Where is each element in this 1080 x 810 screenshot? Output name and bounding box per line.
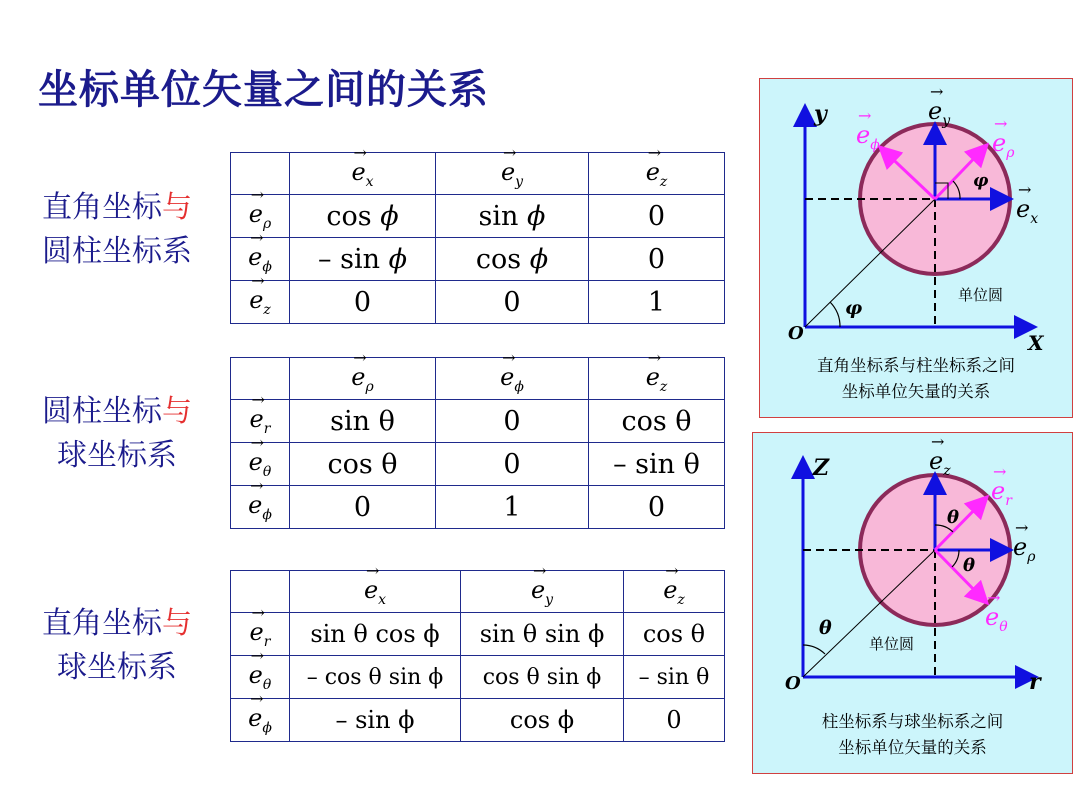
row-label: e → $_z$ <box>231 281 290 324</box>
angle-label: φ <box>845 297 863 319</box>
label-ey: e → $_y$ <box>928 82 951 129</box>
table-cell: sin ϕ <box>436 195 589 238</box>
diagram-cylindrical-spherical <box>752 432 1073 774</box>
label-erho: e → $_\rho$ <box>992 114 1015 161</box>
table-cell: sin θ cos ϕ <box>290 613 461 656</box>
table-header: e → $_z$ <box>589 358 725 400</box>
table-cell: 0 <box>589 195 725 238</box>
table-cell: cos ϕ <box>436 238 589 281</box>
unit-circle-label: 单位圆 <box>958 286 1004 304</box>
table-cell: – sin θ <box>624 656 725 699</box>
table-cell: 1 <box>436 486 589 529</box>
table-cell: – cos θ sin ϕ <box>290 656 461 699</box>
table-header: e → $_y$ <box>436 153 589 195</box>
label-ez: e → $_z$ <box>929 432 951 479</box>
table-cylindrical-spherical <box>230 347 725 529</box>
table-cell: 1 <box>589 281 725 324</box>
table-header: e → $_x$ <box>290 153 436 195</box>
label-ex: e → $_x$ <box>1016 180 1039 227</box>
axis-label-r: r <box>1029 669 1041 695</box>
unit-circle-label: 单位圆 <box>869 635 915 653</box>
row-label: e → $_r$ <box>231 400 290 443</box>
table-cell: cos ϕ <box>290 195 436 238</box>
table-cell: 0 <box>624 699 725 742</box>
row-label: e → $_\phi$ <box>231 486 290 529</box>
table-cell: 0 <box>589 238 725 281</box>
table-header: e → $_z$ <box>624 571 725 613</box>
diagram-caption: 直角坐标系与柱坐标系之间 坐标单位矢量的关系 <box>817 356 1015 401</box>
row-label: e → $_r$ <box>231 613 290 656</box>
table-cell: cos ϕ <box>461 699 624 742</box>
table-cell: cos θ sin ϕ <box>461 656 624 699</box>
section1-label <box>22 186 212 274</box>
row-label: e → $_\theta$ <box>231 443 290 486</box>
table-cell: sin θ <box>290 400 436 443</box>
table-header: e → $_\phi$ <box>436 358 589 400</box>
section3-label-b: 球坐标系 <box>57 650 177 685</box>
section2-label <box>22 390 212 478</box>
section3-label-with: 与 <box>162 606 192 641</box>
label-erho: e → $_\rho$ <box>1013 518 1036 565</box>
origin-label: O <box>785 673 801 694</box>
section1-label-with: 与 <box>162 190 192 225</box>
page-title: 坐标单位矢量之间的关系 <box>38 67 489 113</box>
table-cell: cos θ <box>290 443 436 486</box>
table-cell: 0 <box>436 443 589 486</box>
table-cell: 0 <box>436 281 589 324</box>
label-ephi: e → $_\phi$ <box>856 106 880 153</box>
section2-label-b: 球坐标系 <box>57 438 177 473</box>
diagram-cartesian-cylindrical <box>759 78 1073 418</box>
section2-label-with: 与 <box>162 394 192 429</box>
table-cell: – sin θ <box>589 443 725 486</box>
row-label: e → $_\phi$ <box>231 699 290 742</box>
table-cartesian-cylindrical <box>230 142 725 324</box>
axis-label-y: y <box>814 101 827 127</box>
table-header: e → $_\rho$ <box>290 358 436 400</box>
section1-label-b: 圆柱坐标系 <box>42 234 192 269</box>
angle-label: θ <box>963 555 976 576</box>
table-cell: 0 <box>589 486 725 529</box>
angle-label: φ <box>973 171 989 191</box>
label-etheta: e → $_\theta$ <box>985 588 1008 635</box>
section3-label <box>22 602 212 690</box>
table-cell: – sin ϕ <box>290 699 461 742</box>
table-cell: 0 <box>436 400 589 443</box>
table-cell: cos θ <box>589 400 725 443</box>
table-cell: sin θ sin ϕ <box>461 613 624 656</box>
origin-label: O <box>788 323 804 344</box>
table-cell: 0 <box>290 486 436 529</box>
table-cell: – sin ϕ <box>290 238 436 281</box>
label-er: e → $_r$ <box>991 462 1012 509</box>
table-header: e → $_x$ <box>290 571 461 613</box>
table-cell: cos θ <box>624 613 725 656</box>
section3-label-a: 直角坐标 <box>42 606 162 641</box>
diagram-caption: 柱坐标系与球坐标系之间 坐标单位矢量的关系 <box>821 712 1004 757</box>
row-label: e → $_\rho$ <box>231 195 290 238</box>
axis-label-z: Z <box>813 455 830 481</box>
section2-label-a: 圆柱坐标 <box>42 394 162 429</box>
angle-label: θ <box>947 507 960 528</box>
table-header: e → $_z$ <box>589 153 725 195</box>
row-label: e → $_\theta$ <box>231 656 290 699</box>
axis-label-x: X <box>1028 331 1044 355</box>
row-label: e → $_\phi$ <box>231 238 290 281</box>
angle-label: θ <box>819 617 832 639</box>
table-cell: 0 <box>290 281 436 324</box>
table-cartesian-spherical <box>230 560 725 742</box>
table-header: e → $_y$ <box>461 571 624 613</box>
section1-label-a: 直角坐标 <box>42 190 162 225</box>
